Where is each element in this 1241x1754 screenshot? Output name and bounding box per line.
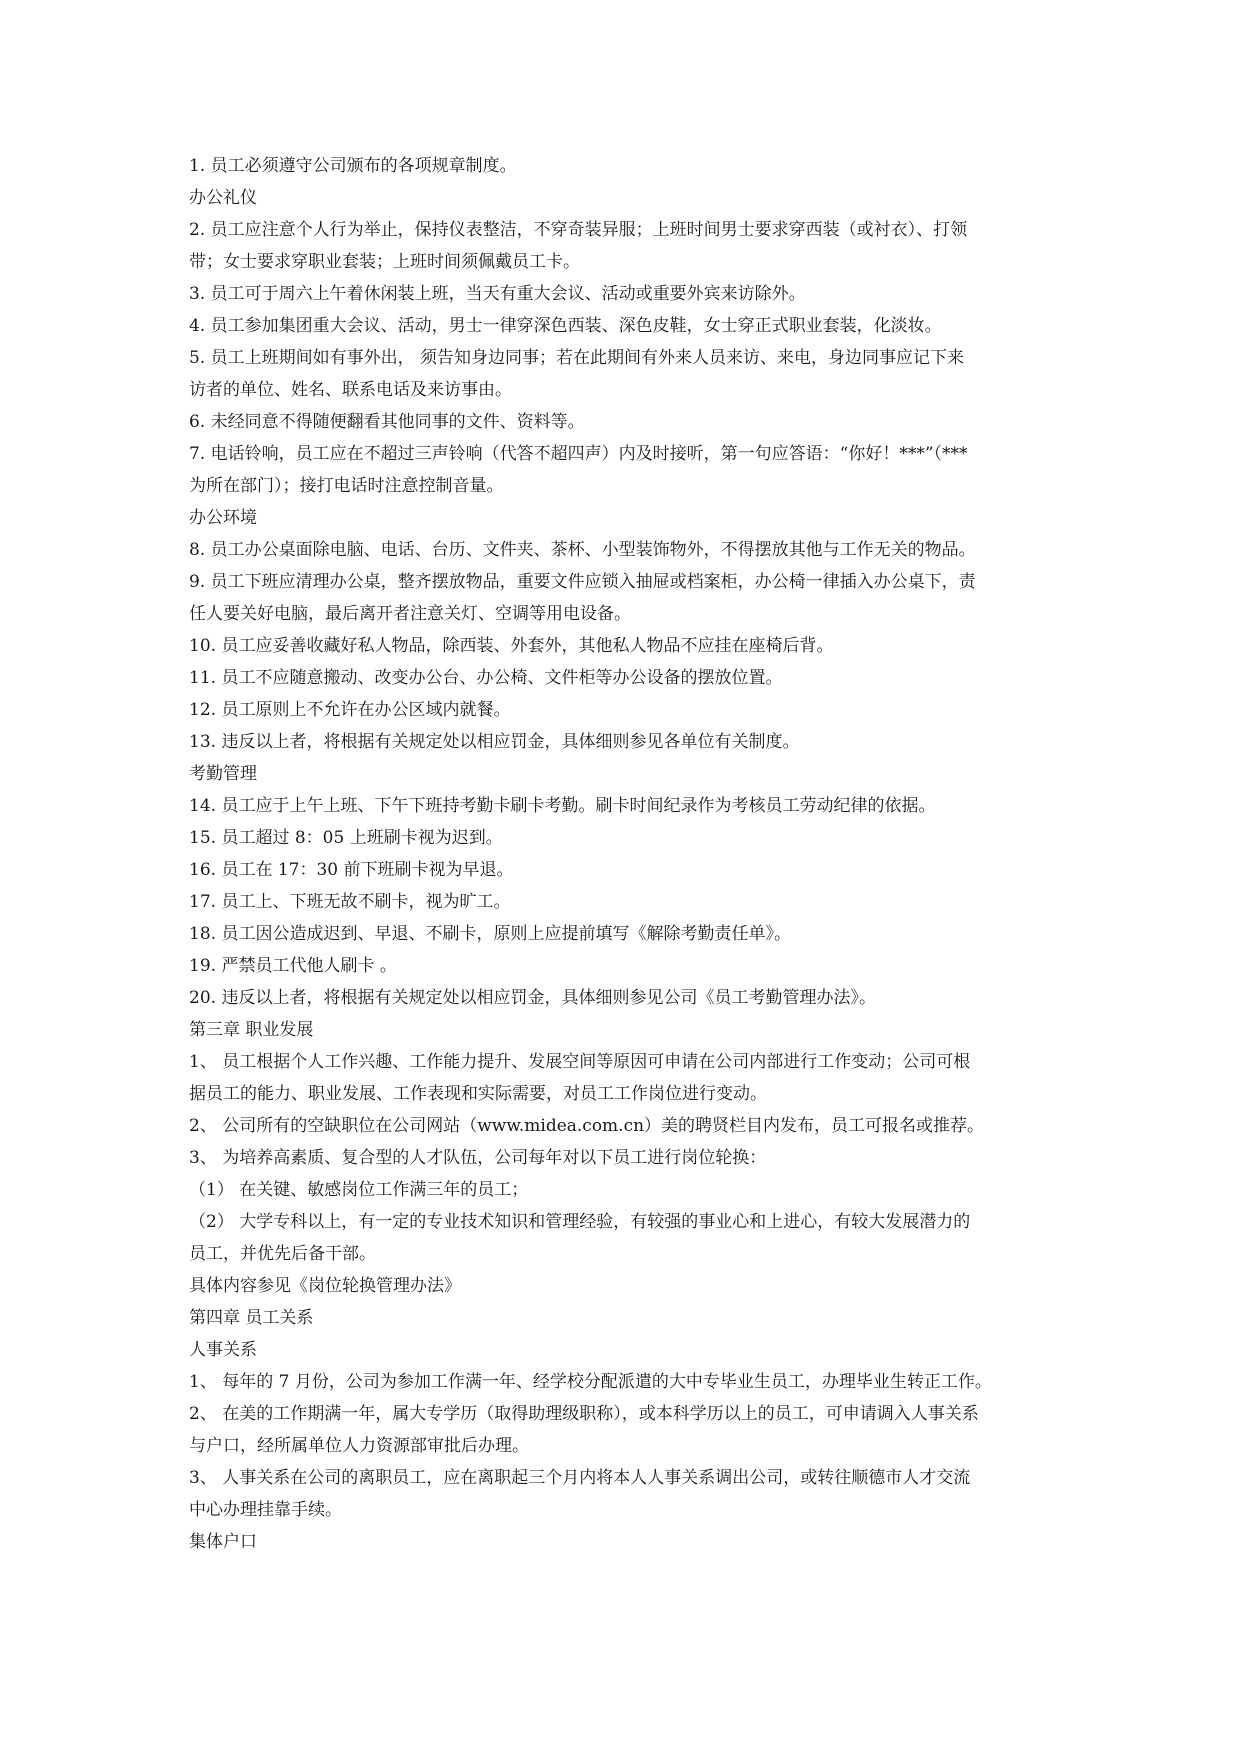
section-heading: 集体户口	[189, 1532, 257, 1552]
section-heading: 考勤管理	[189, 764, 257, 784]
text-line: 5. 员工上班期间如有事外出， 须告知身边同事；若在此期间有外来人员来访、来电，身边同事应记下来	[189, 348, 965, 368]
text-line: 中心办理挂靠手续。	[189, 1500, 342, 1520]
section-heading: 办公环境	[189, 508, 257, 528]
text-line: 访者的单位、姓名、联系电话及来访事由。	[189, 380, 512, 400]
text-line: 员工，并优先后备干部。	[189, 1244, 376, 1264]
text-line: 1、 每年的 7 月份，公司为参加工作满一年、经学校分配派遣的大中专毕业生员工，办理毕业生转正工作。	[189, 1372, 992, 1392]
text-line: 3、 人事关系在公司的离职员工，应在离职起三个月内将本人人事关系调出公司，或转往顺德市人才交流	[189, 1468, 971, 1488]
text-line: 带；女士要求穿职业套装；上班时间须佩戴员工卡。	[189, 252, 580, 272]
text-line: 7. 电话铃响，员工应在不超过三声铃响（代答不超四声）内及时接听，第一句应答语：“你好！***”（***	[189, 444, 968, 464]
text-line: 3. 员工可于周六上午着休闲装上班，当天有重大会议、活动或重要外宾来访除外。	[189, 284, 806, 304]
text-line: 20. 违反以上者，将根据有关规定处以相应罚金，具体细则参见公司《员工考勤管理办法》。	[189, 988, 876, 1008]
text-line: 16. 员工在 17：30 前下班刷卡视为早退。	[189, 860, 514, 880]
text-line: 6. 未经同意不得随便翻看其他同事的文件、资料等。	[189, 412, 585, 432]
text-line: 18. 员工因公造成迟到、早退、不刷卡，原则上应提前填写《解除考勤责任单》。	[189, 924, 791, 944]
text-line: 12. 员工原则上不允许在办公区域内就餐。	[189, 700, 511, 720]
text-line: 13. 违反以上者，将根据有关规定处以相应罚金，具体细则参见各单位有关制度。	[189, 732, 800, 752]
text-line: 10. 员工应妥善收藏好私人物品，除西装、外套外，其他私人物品不应挂在座椅后背。	[189, 636, 834, 656]
text-line: （2） 大学专科以上，有一定的专业技术知识和管理经验，有较强的事业心和上进心，有较大发展潜力的	[189, 1212, 971, 1232]
text-line: （1） 在关键、敏感岗位工作满三年的员工；	[189, 1180, 529, 1200]
document-body	[189, 150, 1059, 1558]
text-line: 1、 员工根据个人工作兴趣、工作能力提升、发展空间等原因可申请在公司内部进行工作变动；公司可根	[189, 1052, 971, 1072]
text-line: 2、 公司所有的空缺职位在公司网站（www.midea.com.cn）美的聘贤栏目内发布，员工可报名或推荐。	[189, 1116, 985, 1136]
text-line: 任人要关好电脑，最后离开者注意关灯、空调等用电设备。	[189, 604, 631, 624]
text-line: 为所在部门）；接打电话时注意控制音量。	[189, 476, 504, 496]
text-line: 2、 在美的工作期满一年，属大专学历（取得助理级职称），或本科学历以上的员工，可申请调入人事关系	[189, 1404, 979, 1424]
text-line: 14. 员工应于上午上班、下午下班持考勤卡刷卡考勤。刷卡时间纪录作为考核员工劳动纪律的依据。	[189, 796, 936, 816]
text-line: 2. 员工应注意个人行为举止，保持仪表整洁，不穿奇装异服；上班时间男士要求穿西装（或衬衣）、打领	[189, 220, 968, 240]
text-line: 9. 员工下班应清理办公桌，整齐摆放物品，重要文件应锁入抽屉或档案柜，办公椅一律插入办公桌下，责	[189, 572, 976, 592]
text-line: 8. 员工办公桌面除电脑、电话、台历、文件夹、茶杯、小型装饰物外，不得摆放其他与工作无关的物品。	[189, 540, 976, 560]
chapter-heading: 第四章 员工关系	[189, 1308, 314, 1328]
section-heading: 办公礼仪	[189, 188, 257, 208]
text-line: 11. 员工不应随意搬动、改变办公台、办公椅、文件柜等办公设备的摆放位置。	[189, 668, 783, 688]
text-line: 据员工的能力、职业发展、工作表现和实际需要，对员工工作岗位进行变动。	[189, 1084, 767, 1104]
text-line: 4. 员工参加集团重大会议、活动，男士一律穿深色西装、深色皮鞋，女士穿正式职业套装，化淡妆。	[189, 316, 942, 336]
section-heading: 人事关系	[189, 1340, 257, 1360]
chapter-heading: 第三章 职业发展	[189, 1020, 314, 1040]
text-line: 3、 为培养高素质、复合型的人才队伍，公司每年对以下员工进行岗位轮换：	[189, 1148, 767, 1168]
text-line: 1. 员工必须遵守公司颁布的各项规章制度。	[189, 156, 517, 176]
text-line: 17. 员工上、下班无故不刷卡，视为旷工。	[189, 892, 511, 912]
text-line: 与户口，经所属单位人力资源部审批后办理。	[189, 1436, 529, 1456]
text-line: 15. 员工超过 8：05 上班刷卡视为迟到。	[189, 828, 503, 848]
text-line: 19. 严禁员工代他人刷卡 。	[189, 956, 397, 976]
text-line: 具体内容参见《岗位轮换管理办法》	[189, 1276, 461, 1296]
